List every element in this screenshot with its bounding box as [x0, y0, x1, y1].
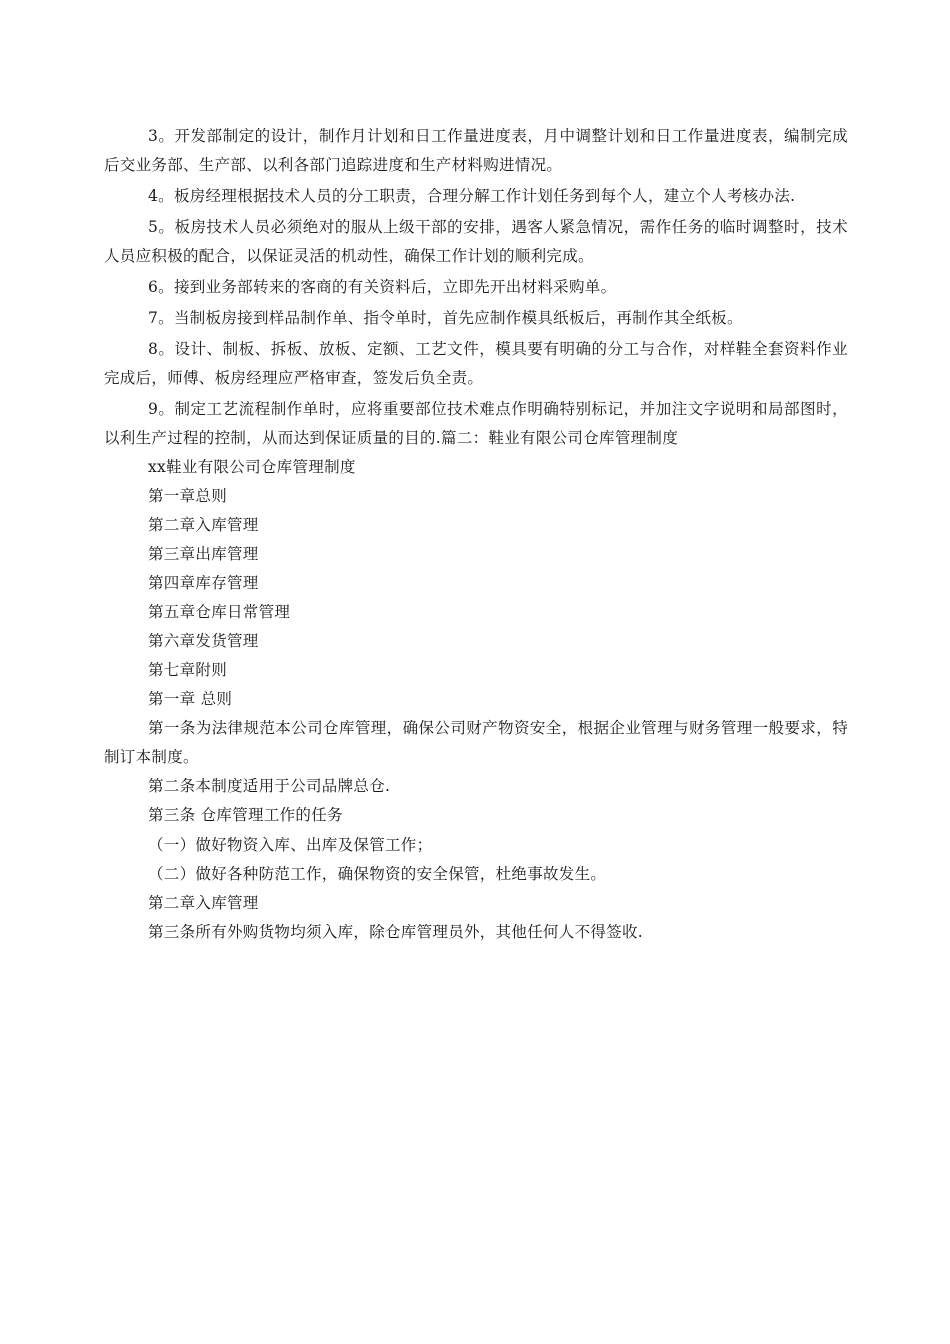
paragraph-8: 8。设计、制板、拆板、放板、定额、工艺文件，模具要有明确的分工与合作，对样鞋全套资料作业完成后，师傅、板房经理应严格审查，签发后负全责。: [104, 340, 848, 387]
paragraph-5: 5。板房技术人员必须绝对的服从上级干部的安排，遇客人紧急情况，需作任务的临时调整时，技术人员应积极的配合，以保证灵活的机动性，确保工作计划的顺利完成。: [104, 218, 848, 265]
paragraph-9: 9。制定工艺流程制作单时，应将重要部位技术难点作明确特别标记，并加注文字说明和局部图时，以利生产过程的控制，从而达到保证质量的目的.篇二：鞋业有限公司仓库管理制度: [104, 400, 848, 447]
toc-item-2: 第二章入库管理: [148, 516, 259, 534]
toc-item-7: 第七章附则: [148, 661, 228, 679]
task-item-1: （一）做好物资入库、出库及保管工作；: [148, 836, 433, 854]
paragraph-3: 3。开发部制定的设计，制作月计划和日工作量进度表，月中调整计划和日工作量进度表，编制完成后交业务部、生产部、以利各部门追踪进度和生产材料购进情况。: [104, 127, 848, 174]
toc-item-4: 第四章库存管理: [148, 574, 259, 592]
toc-item-6: 第六章发货管理: [148, 632, 259, 650]
toc-item-5: 第五章仓库日常管理: [148, 603, 291, 621]
paragraph-6: 6。接到业务部转来的客商的有关资料后，立即先开出材料采购单。: [148, 278, 617, 296]
paragraph-4: 4。板房经理根据技术人员的分工职责，合理分解工作计划任务到每个人，建立个人考核办法.: [148, 187, 796, 205]
article-1: 第一条为法律规范本公司仓库管理，确保公司财产物资安全，根据企业管理与财务管理一般要求，特制订本制度。: [104, 719, 848, 766]
article-2: 第二条本制度适用于公司品牌总仓.: [148, 777, 391, 795]
task-item-2: （二）做好各种防范工作，确保物资的安全保管，杜绝事故发生。: [148, 865, 607, 883]
toc-item-3: 第三章出库管理: [148, 545, 259, 563]
document-title: xx鞋业有限公司仓库管理制度: [148, 458, 356, 476]
chapter-2-heading: 第二章入库管理: [148, 894, 259, 912]
article-3-heading: 第三条 仓库管理工作的任务: [148, 806, 343, 824]
document-body: [104, 122, 848, 947]
chapter-1-heading: 第一章 总则: [148, 690, 233, 708]
toc-item-1: 第一章总则: [148, 487, 228, 505]
article-3-inbound: 第三条所有外购货物均须入库，除仓库管理员外，其他任何人不得签收.: [148, 923, 644, 941]
paragraph-7: 7。当制板房接到样品制作单、指令单时，首先应制作模具纸板后，再制作其全纸板。: [148, 309, 743, 327]
